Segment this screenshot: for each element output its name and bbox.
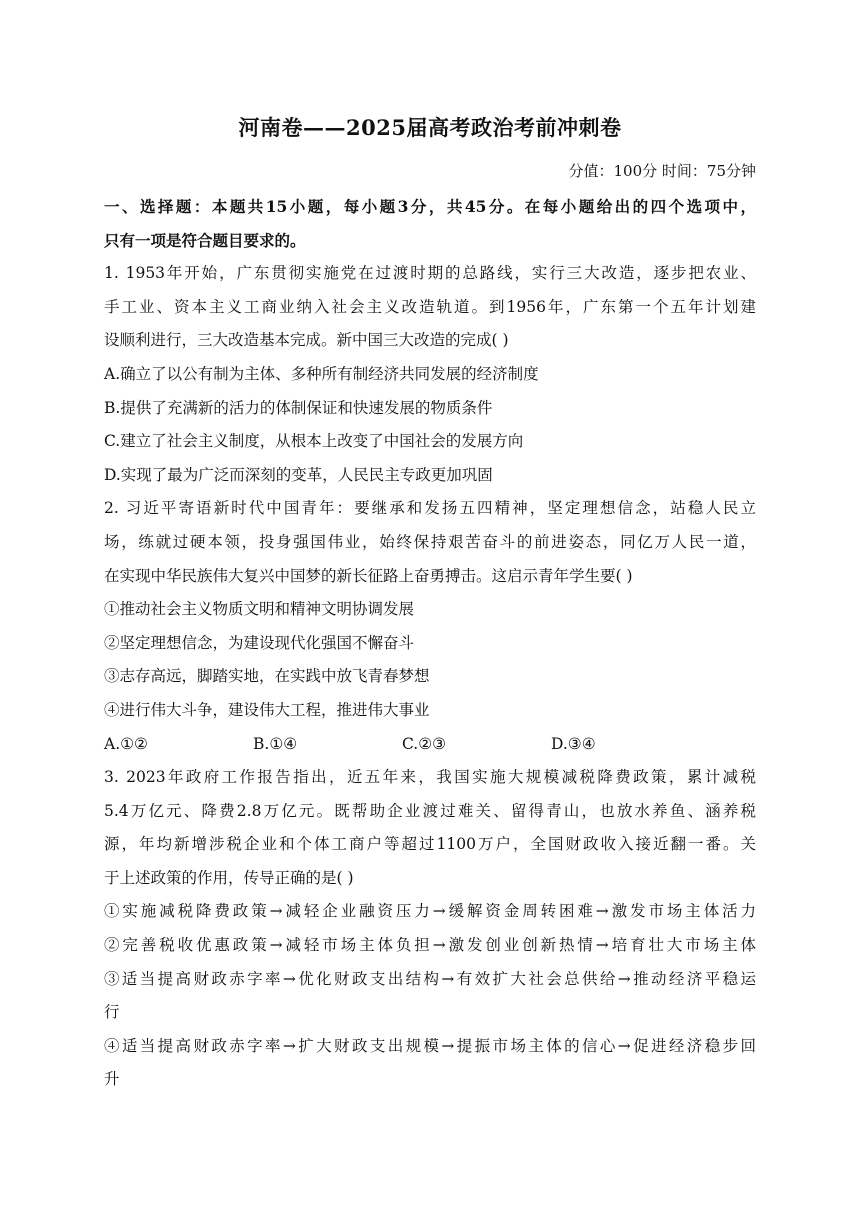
statement-item: ①实施减税降费政策→减轻企业融资压力→缓解资金周转困难→激发市场主体活力 (104, 902, 756, 921)
question-stem-line: 场，练就过硬本领，投身强国伟业，始终保持艰苦奋斗的前进姿态，同亿万人民一道， (104, 532, 756, 551)
statement-item-continuation: 升 (104, 1070, 120, 1089)
answer-option-d: D.③④ (551, 734, 596, 753)
answer-option-c: C.建立了社会主义制度，从根本上改变了中国社会的发展方向 (104, 432, 524, 451)
answer-option-a: A.确立了以公有制为主体、多种所有制经济共同发展的经济制度 (104, 364, 539, 383)
answer-option-a: A.①② (104, 734, 148, 753)
question-1 (104, 257, 756, 492)
question-stem-line: 1. 1953年开始，广东贯彻实施党在过渡时期的总路线，实行三大改造，逐步把农业、 (104, 264, 756, 283)
statement-item: ③志存高远，脚踏实地，在实践中放飞青春梦想 (104, 667, 430, 686)
answer-option-b: B.提供了充满新的活力的体制保证和快速发展的物质条件 (104, 398, 493, 417)
exam-content (104, 190, 756, 1097)
statement-item-continuation: 行 (104, 1003, 120, 1022)
question-stem-line: 在实现中华民族伟大复兴中国梦的新长征路上奋勇搏击。这启示青年学生要( ) (104, 566, 633, 585)
question-stem-line: 3. 2023年政府工作报告指出，近五年来，我国实施大规模减税降费政策，累计减税 (104, 768, 756, 787)
answer-options-row (104, 728, 756, 762)
exam-title: 河南卷——2025届高考政治考前冲刺卷 (238, 115, 622, 140)
answer-option-c: C.②③ (402, 734, 447, 753)
question-stem-line: 设顺利进行，三大改造基本完成。新中国三大改造的完成( ) (104, 331, 509, 350)
statement-item: ②坚定理想信念，为建设现代化强国不懈奋斗 (104, 633, 415, 652)
section-heading-line: 一、选择题：本题共15小题，每小题3分，共45分。在每小题给出的四个选项中， (104, 197, 756, 216)
question-3 (104, 761, 756, 1097)
question-stem-line: 手工业、资本主义工商业纳入社会主义改造轨道。到1956年，广东第一个五年计划建 (104, 297, 756, 316)
section-heading-line: 只有一项是符合题目要求的。 (104, 230, 306, 250)
question-stem-line: 于上述政策的作用，传导正确的是( ) (104, 868, 354, 887)
answer-option-d: D.实现了最为广泛而深刻的变革，人民民主专政更加巩固 (104, 465, 493, 484)
answer-option-b: B.①④ (253, 734, 298, 753)
question-stem-line: 2. 习近平寄语新时代中国青年：要继承和发扬五四精神，坚定理想信念，站稳人民立 (104, 499, 756, 518)
question-2 (104, 492, 756, 761)
statement-item: ①推动社会主义物质文明和精神文明协调发展 (104, 600, 415, 619)
question-stem-line: 5.4万亿元、降费2.8万亿元。既帮助企业渡过难关、留得青山，也放水养鱼、涵养税 (104, 801, 756, 820)
statement-item: ②完善税收优惠政策→减轻市场主体负担→激发创业创新热情→培育壮大市场主体 (104, 936, 756, 955)
statement-item: ④进行伟大斗争，建设伟大工程，推进伟大事业 (104, 700, 430, 719)
statement-item: ③适当提高财政赤字率→优化财政支出结构→有效扩大社会总供给→推动经济平稳运 (104, 969, 756, 988)
score-time-info: 分值：100分 时间：75分钟 (568, 162, 756, 180)
question-stem-line: 源，年均新增涉税企业和个体工商户等超过1100万户，全国财政收入接近翻一番。关 (104, 835, 756, 854)
statement-item: ④适当提高财政赤字率→扩大财政支出规模→提振市场主体的信心→促进经济稳步回 (104, 1036, 756, 1055)
